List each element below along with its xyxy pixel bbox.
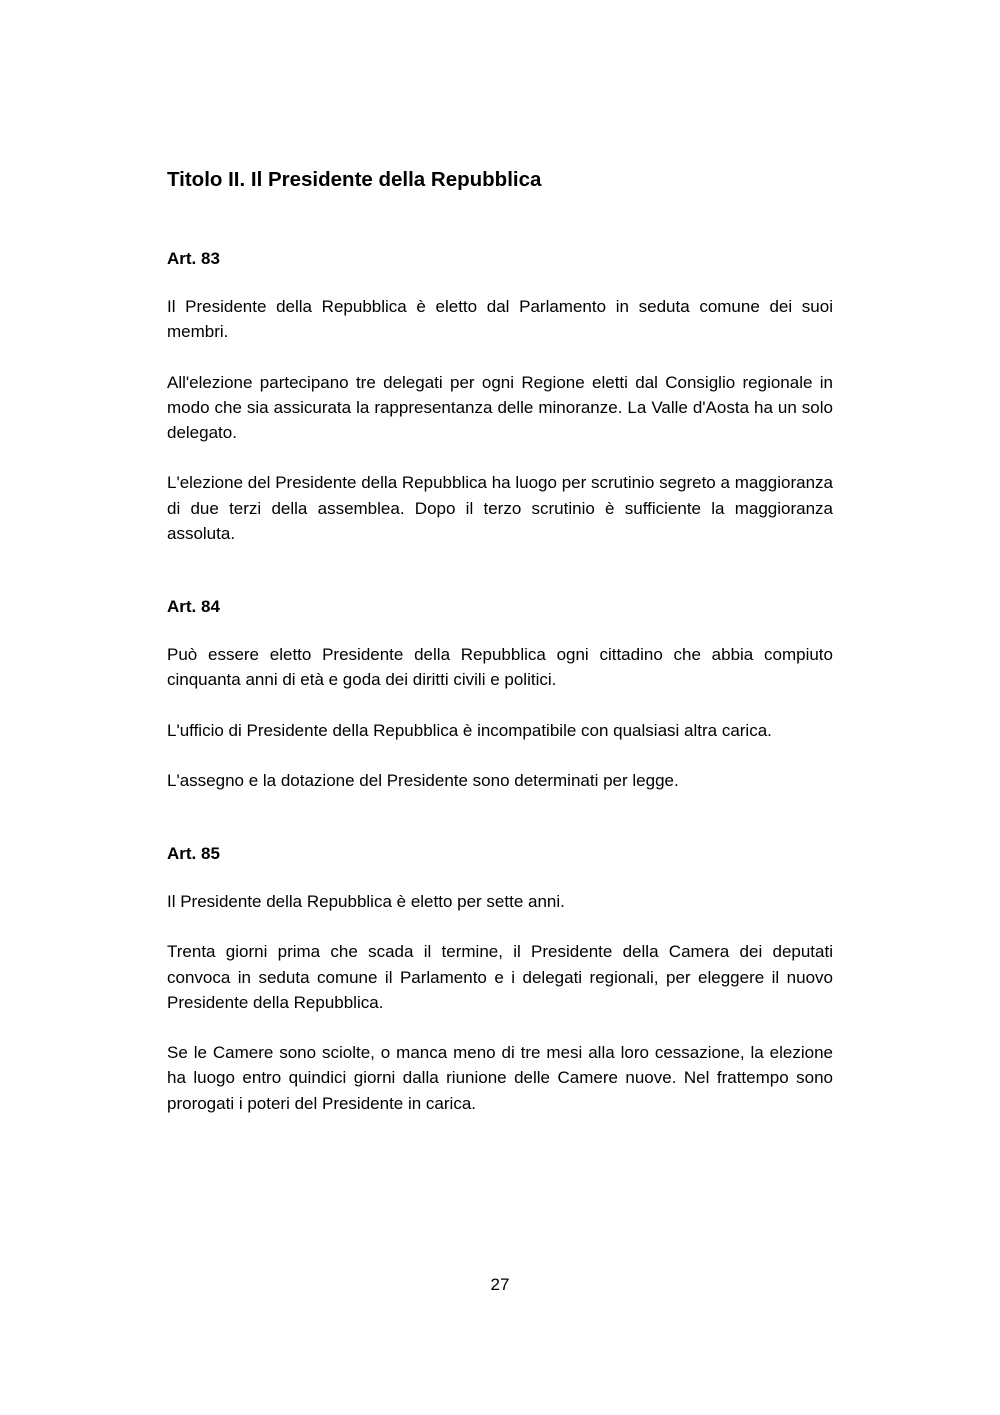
article-paragraph: Il Presidente della Repubblica è eletto per sette anni.: [167, 892, 565, 911]
page-title: Titolo II. Il Presidente della Repubblica: [167, 168, 542, 191]
article-paragraph: Il Presidente della Repubblica è eletto dal Parlamento in seduta comune dei suoi membri.: [167, 297, 833, 342]
page-number: 27: [490, 1275, 510, 1294]
article-paragraph: L'elezione del Presidente della Repubblica ha luogo per scrutinio segreto a maggioranza di due terzi della assemblea. Dopo il terzo scrutinio è sufficiente la maggioranza assoluta.: [167, 473, 833, 544]
article-heading: Art. 85: [167, 844, 220, 863]
article-85: [167, 844, 833, 1116]
article-83: [167, 249, 833, 546]
article-paragraph: Può essere eletto Presidente della Repubblica ogni cittadino che abbia compiuto cinquanta anni di età e goda dei diritti civili e politici.: [167, 645, 833, 690]
article-heading: Art. 84: [167, 597, 220, 616]
article-paragraph: Trenta giorni prima che scada il termine, il Presidente della Camera dei deputati convoca in seduta comune il Parlamento e i delegati regionali, per eleggere il nuovo Presidente della Repubblica.: [167, 942, 833, 1012]
article-paragraph: L'assegno e la dotazione del Presidente sono determinati per legge.: [167, 770, 679, 790]
article-84: [167, 597, 833, 793]
article-heading: Art. 83: [167, 249, 220, 268]
article-paragraph: Se le Camere sono sciolte, o manca meno di tre mesi alla loro cessazione, la elezione ha luogo entro quindici giorni dalla riunione delle Camere nuove. Nel frattempo sono prorogati i poteri del Presidente in carica.: [167, 1043, 833, 1113]
article-paragraph: L'ufficio di Presidente della Repubblica è incompatibile con qualsiasi altra carica.: [167, 720, 772, 740]
article-paragraph: All'elezione partecipano tre delegati per ogni Regione eletti dal Consiglio regionale in modo che sia assicurata la rappresentanza delle minoranze. La Valle d'Aosta ha un solo delegato.: [167, 372, 833, 443]
